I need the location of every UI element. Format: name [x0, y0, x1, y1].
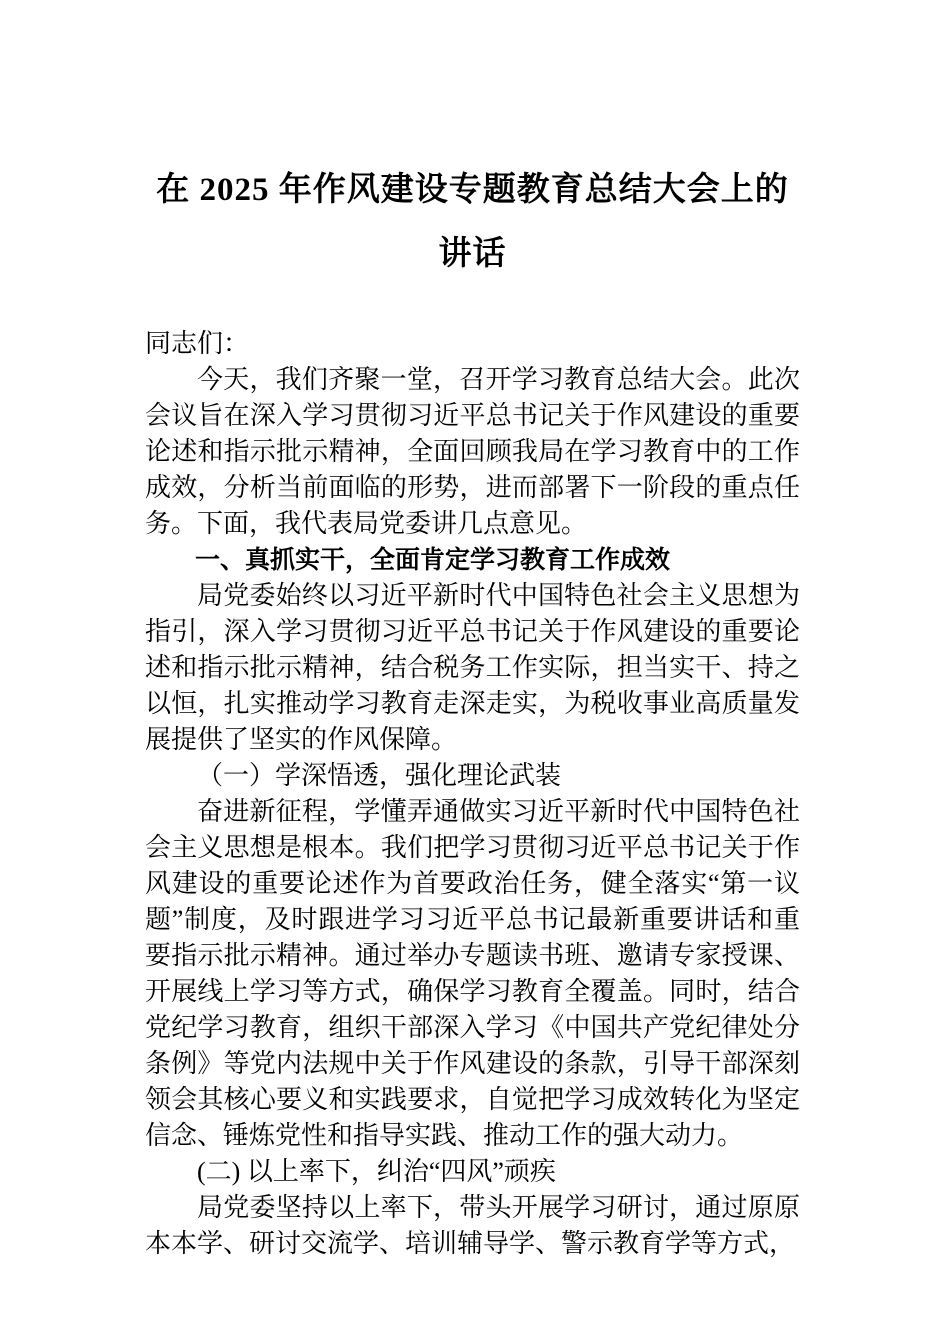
document-title-line-1: 在 2025 年作风建设专题教育总结大会上的 [156, 172, 789, 208]
document-title-line-2: 讲话 [438, 236, 507, 272]
document-title [145, 158, 800, 286]
paragraph-subsection-1-1: 奋进新征程，学懂弄通做实习近平新时代中国特色社会主义思想是根本。我们把学习贯彻习近平总书记关于作风建设的重要论述作为首要政治任务，健全落实“第一议题”制度，及时跟进学习习近平总书记最新重要讲话和重要指示批示精神。通过举办专题读书班、邀请专家授课、开展线上学习等方式，确保学习教育全覆盖。同时，结合党纪学习教育，组织干部深入学习《中国共产党纪律处分条例》等党内法规中关于作风建设的条款，引导干部深刻领会其核心要义和实践要求，自觉把学习成效转化为坚定信念、锤炼党性和指导实践、推动工作的强大动力。 [145, 797, 800, 1150]
subsection-heading-1-2: (二) 以上率下，纠治“四风”顽疾 [197, 1157, 556, 1186]
subsection-heading-1-1: （一）学深悟透，强化理论武装 [197, 761, 562, 790]
paragraph-intro: 今天，我们齐聚一堂，召开学习教育总结大会。此次会议旨在深入学习贯彻习近平总书记关于作风建设的重要论述和指示批示精神，全面回顾我局在学习教育中的工作成效，分析当前面临的形势，进而部署下一阶段的重点任务。下面，我代表局党委讲几点意见。 [145, 365, 800, 538]
salutation: 同志们： [145, 329, 250, 358]
paragraph-section-1-intro: 局党委始终以习近平新时代中国特色社会主义思想为指引，深入学习贯彻习近平总书记关于作风建设的重要论述和指示批示精神，结合税务工作实际，担当实干、持之以恒，扎实推动学习教育走深走实，为税收事业高质量发展提供了坚实的作风保障。 [145, 581, 800, 754]
paragraph-subsection-1-2: 局党委坚持以上率下，带头开展学习研讨，通过原原本本学、研讨交流学、培训辅导学、警示教育学等方式， [145, 1193, 800, 1258]
section-heading-1: 一、真抓实干，全面肯定学习教育工作成效 [195, 546, 671, 574]
